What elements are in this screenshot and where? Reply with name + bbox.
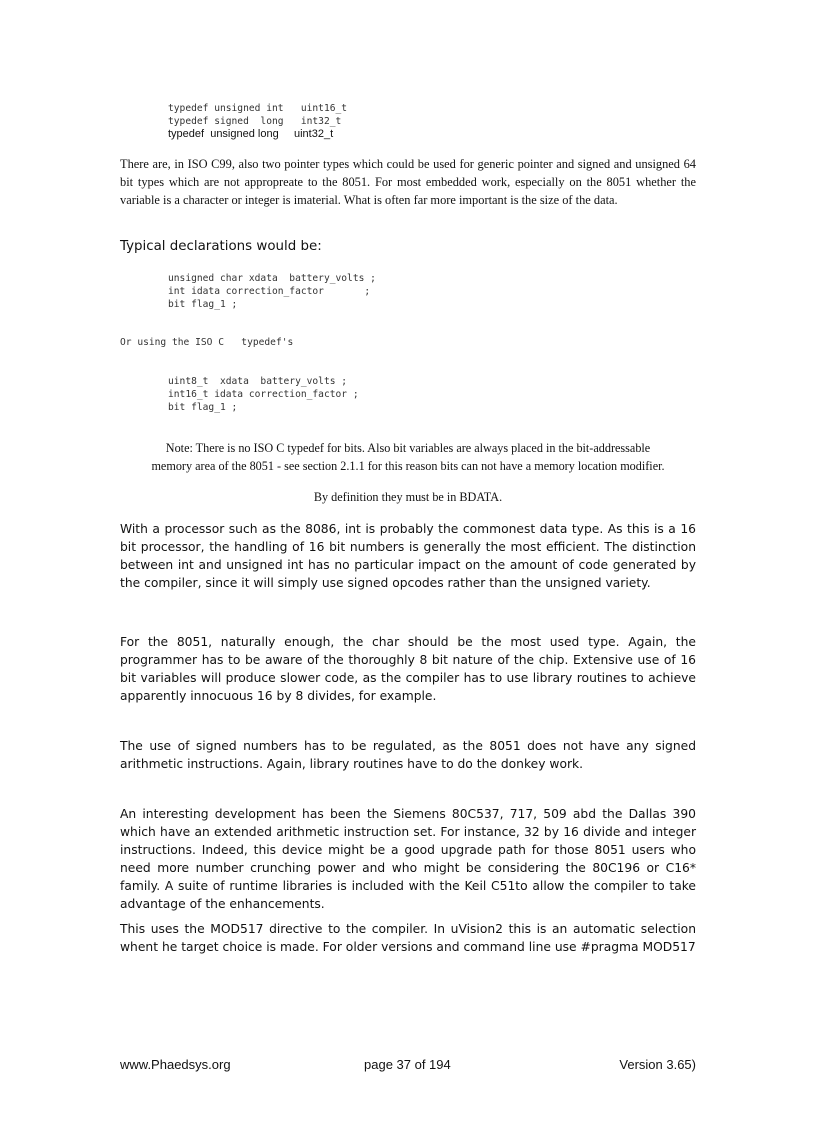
intro-paragraph: There are, in ISO C99, also two pointer types which could be used for generic pointer and signed and unsigned 64 bit types which are not appropreate to the 8051. For most embedded work, especially on the 8051 whether the variable is a character or integer is imaterial. What is often far more important is the size of the data. <box>120 157 696 207</box>
declarations-code <box>168 272 376 311</box>
code-line: bit flag_1 ; <box>168 299 238 310</box>
typedef-line: typedef unsigned long uint32_t <box>168 128 334 140</box>
code-line: unsigned char xdata battery_volts ; <box>168 273 376 284</box>
code-line: bit flag_1 ; <box>168 402 238 413</box>
typedef-declarations-code <box>168 375 359 414</box>
paragraph-mod517: This uses the MOD517 directive to the compiler. In uVision2 this is an automatic selection whent he target choice is made. For older versions and command line use #pragma MOD517 <box>120 922 696 954</box>
note-block <box>100 439 716 475</box>
code-line: uint8_t xdata battery_volts ; <box>168 376 348 387</box>
footer-website: www.Phaedsys.org <box>120 1057 231 1072</box>
paragraph-8086: With a processor such as the 8086, int is probably the commonest data type. As this is a 16 bit processor, the handling of 16 bit numbers is generally the most efficient. The distinction between int and unsigned int has no particular impact on the amount of code generated by the compiler, since it will simply use signed opcodes rather than the unsigned variety. <box>120 522 696 590</box>
paragraph-signed: The use of signed numbers has to be regulated, as the 8051 does not have any signed arithmetic instructions. Again, library routines have to do the donkey work. <box>120 739 696 771</box>
code-line: int16_t idata correction_factor ; <box>168 389 359 400</box>
typedef-block <box>168 102 347 141</box>
footer-page-number: page 37 of 194 <box>364 1057 451 1072</box>
paragraph-8051-char: For the 8051, naturally enough, the char should be the most used type. Again, the programmer has to be aware of the thoroughly 8 bit nature of the chip. Extensive use of 16 bit variables will produce slower code, as the compiler has to use library routines to achieve apparently innocuous 16 by 8 divides, for example. <box>120 635 696 703</box>
note-line: Note: There is no ISO C typedef for bits. Also bit variables are always placed in the bit-addressable <box>165 441 651 455</box>
paragraph-siemens: An interesting development has been the Siemens 80C537, 717, 509 abd the Dallas 390 which have an extended arithmetic instruction set. For instance, 32 by 16 divide and integer instructions. Indeed, this device might be a good upgrade path for those 8051 users who need more number crunching power and who might be considering the 80C196 or C16* family. A suite of runtime libraries is included with the Keil C51to allow the compiler to take advantage of the enhancements. <box>120 807 696 911</box>
typedef-line: typedef unsigned int uint16_t <box>168 103 348 114</box>
code-line: int idata correction_factor ; <box>168 286 371 297</box>
or-using-line: Or using the ISO C typedef's <box>120 337 294 348</box>
typedef-line: typedef signed long int32_t <box>168 116 342 127</box>
note-bdata-line: By definition they must be in BDATA. <box>313 490 503 504</box>
declarations-heading: Typical declarations would be: <box>120 239 322 254</box>
note-line: memory area of the 8051 - see section 2.1.1 for this reason bits can not have a memory location modifier. <box>151 459 665 473</box>
footer-version: Version 3.65) <box>619 1057 696 1072</box>
